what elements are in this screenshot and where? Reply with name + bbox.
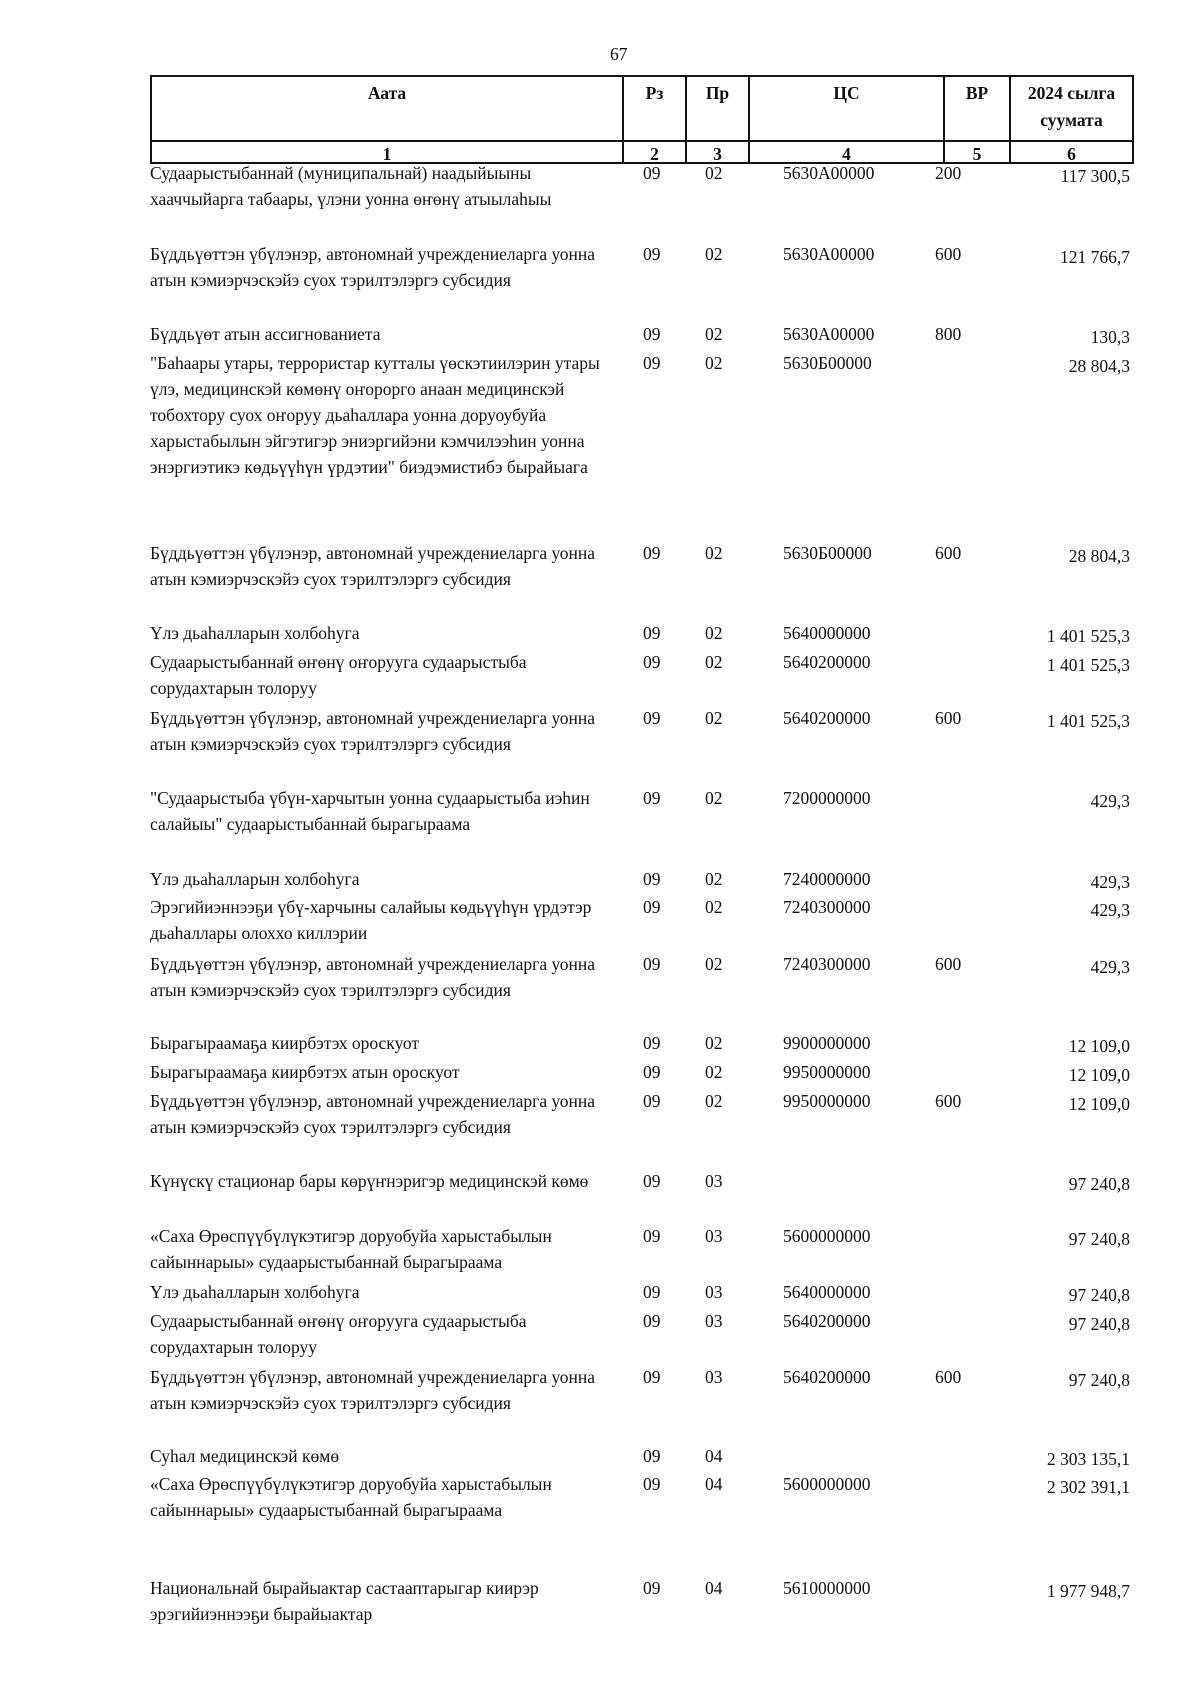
row-name: Бүддьүөттэн үбүлэнэр, автономнай учреждениеларга уонна атын кэмиэрчэскэйэ суох тэрилтэлэргэ субсидия: [150, 1091, 596, 1137]
row-sum: 97 240,8: [1068, 1229, 1130, 1249]
header-num-2: 2: [624, 142, 687, 162]
row-vr: 600: [935, 543, 962, 563]
row-sum: 12 109,0: [1068, 1065, 1130, 1085]
row-rz: 09: [643, 163, 661, 183]
row-pr: 04: [705, 1446, 723, 1466]
row-sum: 1 401 525,3: [1046, 655, 1130, 675]
row-cs: 9900000000: [783, 1033, 871, 1053]
row-rz: 09: [643, 1474, 661, 1494]
row-name: Судаарыстыбаннай өҥөнү оҥорууга судаарыстыба сорудахтарын толоруу: [150, 1311, 527, 1357]
row-cs: 5640200000: [783, 1367, 871, 1387]
row-sum: 97 240,8: [1068, 1314, 1130, 1334]
row-pr: 04: [705, 1578, 723, 1598]
row-name: «Саха Өрөспүүбүлүкэтигэр доруобуйа харыстабылын сайыннарыы» судаарыстыбаннай бырагыраама: [150, 1474, 552, 1520]
row-sum: 97 240,8: [1068, 1370, 1130, 1390]
row-rz: 09: [643, 788, 661, 808]
row-rz: 09: [643, 324, 661, 344]
row-sum: 2 303 135,1: [1046, 1449, 1130, 1469]
row-sum: 429,3: [1090, 957, 1130, 977]
row-rz: 09: [643, 1062, 661, 1082]
row-name: "Судаарыстыба үбүн-харчытын уонна судаарыстыба иэhин салайыы" судаарыстыбаннай бырагыраама: [150, 788, 590, 834]
row-name: Бүддьүөттэн үбүлэнэр, автономнай учреждениеларга уонна атын кэмиэрчэскэйэ суох тэрилтэлэргэ субсидия: [150, 954, 596, 1000]
row-pr: 02: [705, 652, 723, 672]
row-pr: 02: [705, 623, 723, 643]
row-rz: 09: [643, 652, 661, 672]
row-cs: 5630А00000: [783, 244, 875, 264]
row-vr: 600: [935, 244, 962, 264]
row-sum: 1 401 525,3: [1046, 711, 1130, 731]
header-num-1: 1: [152, 142, 624, 162]
row-name: Судаарыстыбаннай (муниципальнай) наадыйыыны хааччыйарга табаары, үлэни уонна өҥөнү атыылаhыы: [150, 163, 552, 209]
row-sum: 130,3: [1090, 327, 1130, 347]
row-rz: 09: [643, 1367, 661, 1387]
row-rz: 09: [643, 708, 661, 728]
row-sum: 429,3: [1090, 872, 1130, 892]
row-name: Бүддьүөттэн үбүлэнэр, автономнай учреждениеларга уонна атын кэмиэрчэскэйэ суох тэрилтэлэргэ субсидия: [150, 244, 596, 290]
row-sum: 97 240,8: [1068, 1174, 1130, 1194]
row-sum: 121 766,7: [1060, 247, 1130, 267]
row-sum: 12 109,0: [1068, 1036, 1130, 1056]
row-sum: 28 804,3: [1068, 356, 1130, 376]
row-name: Бүддьүөттэн үбүлэнэр, автономнай учреждениеларга уонна атын кэмиэрчэскэйэ суох тэрилтэлэргэ субсидия: [150, 543, 596, 589]
row-vr: 600: [935, 954, 962, 974]
row-cs: 5640200000: [783, 1311, 871, 1331]
row-cs: 5630А00000: [783, 324, 875, 344]
row-rz: 09: [643, 954, 661, 974]
row-rz: 09: [643, 1578, 661, 1598]
row-cs: 5640200000: [783, 652, 871, 672]
row-cs: 5640200000: [783, 708, 871, 728]
row-cs: 7200000000: [783, 788, 871, 808]
row-pr: 02: [705, 1033, 723, 1053]
row-pr: 02: [705, 1091, 723, 1111]
row-name: Үлэ дьаhалларын холбоhуга: [150, 1282, 360, 1302]
row-sum: 2 302 391,1: [1046, 1477, 1130, 1497]
row-pr: 02: [705, 163, 723, 183]
row-pr: 02: [705, 954, 723, 974]
row-rz: 09: [643, 869, 661, 889]
row-name: Бүддьүөттэн үбүлэнэр, автономнай учреждениеларга уонна атын кэмиэрчэскэйэ суох тэрилтэлэргэ субсидия: [150, 708, 596, 754]
row-pr: 02: [705, 897, 723, 917]
row-name: "Баhаары утары, террористар кутталы үөскэтиилэрин утары үлэ, медицинскэй көмөнү оҥорорго анаан медицинскэй тобохтору суох оҥоруу дьаhаллара уонна доруоубуйа харыстабылын эйгэтигэр эниэргийэни кэмчилээhин уонна энэргиэтикэ көдьүүhүн үрдэтии" биэдэмистибэ бырайыага: [150, 353, 600, 477]
row-cs: 9950000000: [783, 1062, 871, 1082]
row-pr: 03: [705, 1171, 723, 1191]
row-vr: 200: [935, 163, 962, 183]
row-pr: 02: [705, 708, 723, 728]
row-rz: 09: [643, 1446, 661, 1466]
header-row-titles: [152, 77, 1132, 142]
row-pr: 03: [705, 1282, 723, 1302]
row-cs: 5600000000: [783, 1474, 871, 1494]
table-header: [150, 75, 1134, 164]
header-num-4: 4: [750, 142, 945, 162]
header-sum: 2024 сылга суумата: [1027, 83, 1116, 130]
row-cs: 5630А00000: [783, 163, 875, 183]
header-row-numbers: [152, 142, 1132, 162]
row-pr: 02: [705, 324, 723, 344]
row-cs: 5640000000: [783, 1282, 871, 1302]
row-sum: 117 300,5: [1060, 166, 1130, 186]
row-cs: 5630Б00000: [783, 353, 872, 373]
row-rz: 09: [643, 623, 661, 643]
row-name: Бырагыраамаҕа киирбэтэх атын ороскуот: [150, 1062, 460, 1082]
row-name: Эрэгийиэннээҕи үбү-харчыны салайыы көдьүүhүн үрдэтэр дьаhаллары олоххо киллэрии: [150, 897, 592, 943]
row-pr: 02: [705, 353, 723, 373]
row-vr: 600: [935, 1367, 962, 1387]
row-name: Суhал медицинскэй көмө: [150, 1446, 340, 1466]
row-name: Бүддьүөт атын ассигнованиета: [150, 324, 381, 344]
header-pr: Пр: [687, 77, 750, 140]
row-pr: 03: [705, 1226, 723, 1246]
row-rz: 09: [643, 543, 661, 563]
row-pr: 02: [705, 244, 723, 264]
row-name: Национальнай бырайыактар састааптарыгар киирэр эрэгийиэннээҕи бырайыактар: [150, 1578, 539, 1624]
header-num-6: 6: [1067, 144, 1076, 164]
row-rz: 09: [643, 1033, 661, 1053]
row-rz: 09: [643, 1226, 661, 1246]
row-rz: 09: [643, 1171, 661, 1191]
row-name: Бүддьүөттэн үбүлэнэр, автономнай учреждениеларга уонна атын кэмиэрчэскэйэ суох тэрилтэлэргэ субсидия: [150, 1367, 596, 1413]
row-pr: 04: [705, 1474, 723, 1494]
row-name: Үлэ дьаhалларын холбоhуга: [150, 869, 360, 889]
row-cs: 7240000000: [783, 869, 871, 889]
row-rz: 09: [643, 897, 661, 917]
row-name: Бырагыраамаҕа киирбэтэх ороскуот: [150, 1033, 420, 1053]
row-pr: 03: [705, 1311, 723, 1331]
row-sum: 1 977 948,7: [1046, 1581, 1130, 1601]
row-rz: 09: [643, 353, 661, 373]
row-sum: 429,3: [1090, 791, 1130, 811]
row-cs: 5630Б00000: [783, 543, 872, 563]
row-sum: 28 804,3: [1068, 546, 1130, 566]
row-name: «Саха Өрөспүүбүлүкэтигэр доруобуйа харыстабылын сайыннарыы» судаарыстыбаннай бырагыраама: [150, 1226, 552, 1272]
row-sum: 429,3: [1090, 900, 1130, 920]
header-num-3: 3: [687, 142, 750, 162]
row-cs: 7240300000: [783, 954, 871, 974]
row-rz: 09: [643, 1282, 661, 1302]
row-vr: 600: [935, 708, 962, 728]
row-name: Күнүскү стационар бары көрүҥнэригэр медицинскэй көмө: [150, 1171, 589, 1191]
header-name: Аата: [152, 77, 624, 140]
row-pr: 03: [705, 1367, 723, 1387]
header-rz: Рз: [624, 77, 687, 140]
row-cs: 5600000000: [783, 1226, 871, 1246]
row-vr: 600: [935, 1091, 962, 1111]
row-rz: 09: [643, 244, 661, 264]
row-name: Судаарыстыбаннай өҥөнү оҥорууга судаарыстыба сорудахтарын толоруу: [150, 652, 527, 698]
row-pr: 02: [705, 788, 723, 808]
page-number: 67: [610, 44, 628, 64]
row-sum: 1 401 525,3: [1046, 626, 1130, 646]
header-num-5: 5: [945, 142, 1011, 162]
row-cs: 5640000000: [783, 623, 871, 643]
row-vr: 800: [935, 324, 962, 344]
header-vr: ВР: [945, 77, 1011, 140]
row-rz: 09: [643, 1311, 661, 1331]
row-cs: 5610000000: [783, 1578, 871, 1598]
row-cs: 9950000000: [783, 1091, 871, 1111]
row-sum: 12 109,0: [1068, 1094, 1130, 1114]
row-pr: 02: [705, 869, 723, 889]
row-cs: 7240300000: [783, 897, 871, 917]
row-sum: 97 240,8: [1068, 1285, 1130, 1305]
row-pr: 02: [705, 543, 723, 563]
row-name: Үлэ дьаhалларын холбоhуга: [150, 623, 360, 643]
row-rz: 09: [643, 1091, 661, 1111]
row-pr: 02: [705, 1062, 723, 1082]
header-cs: ЦС: [750, 77, 945, 140]
